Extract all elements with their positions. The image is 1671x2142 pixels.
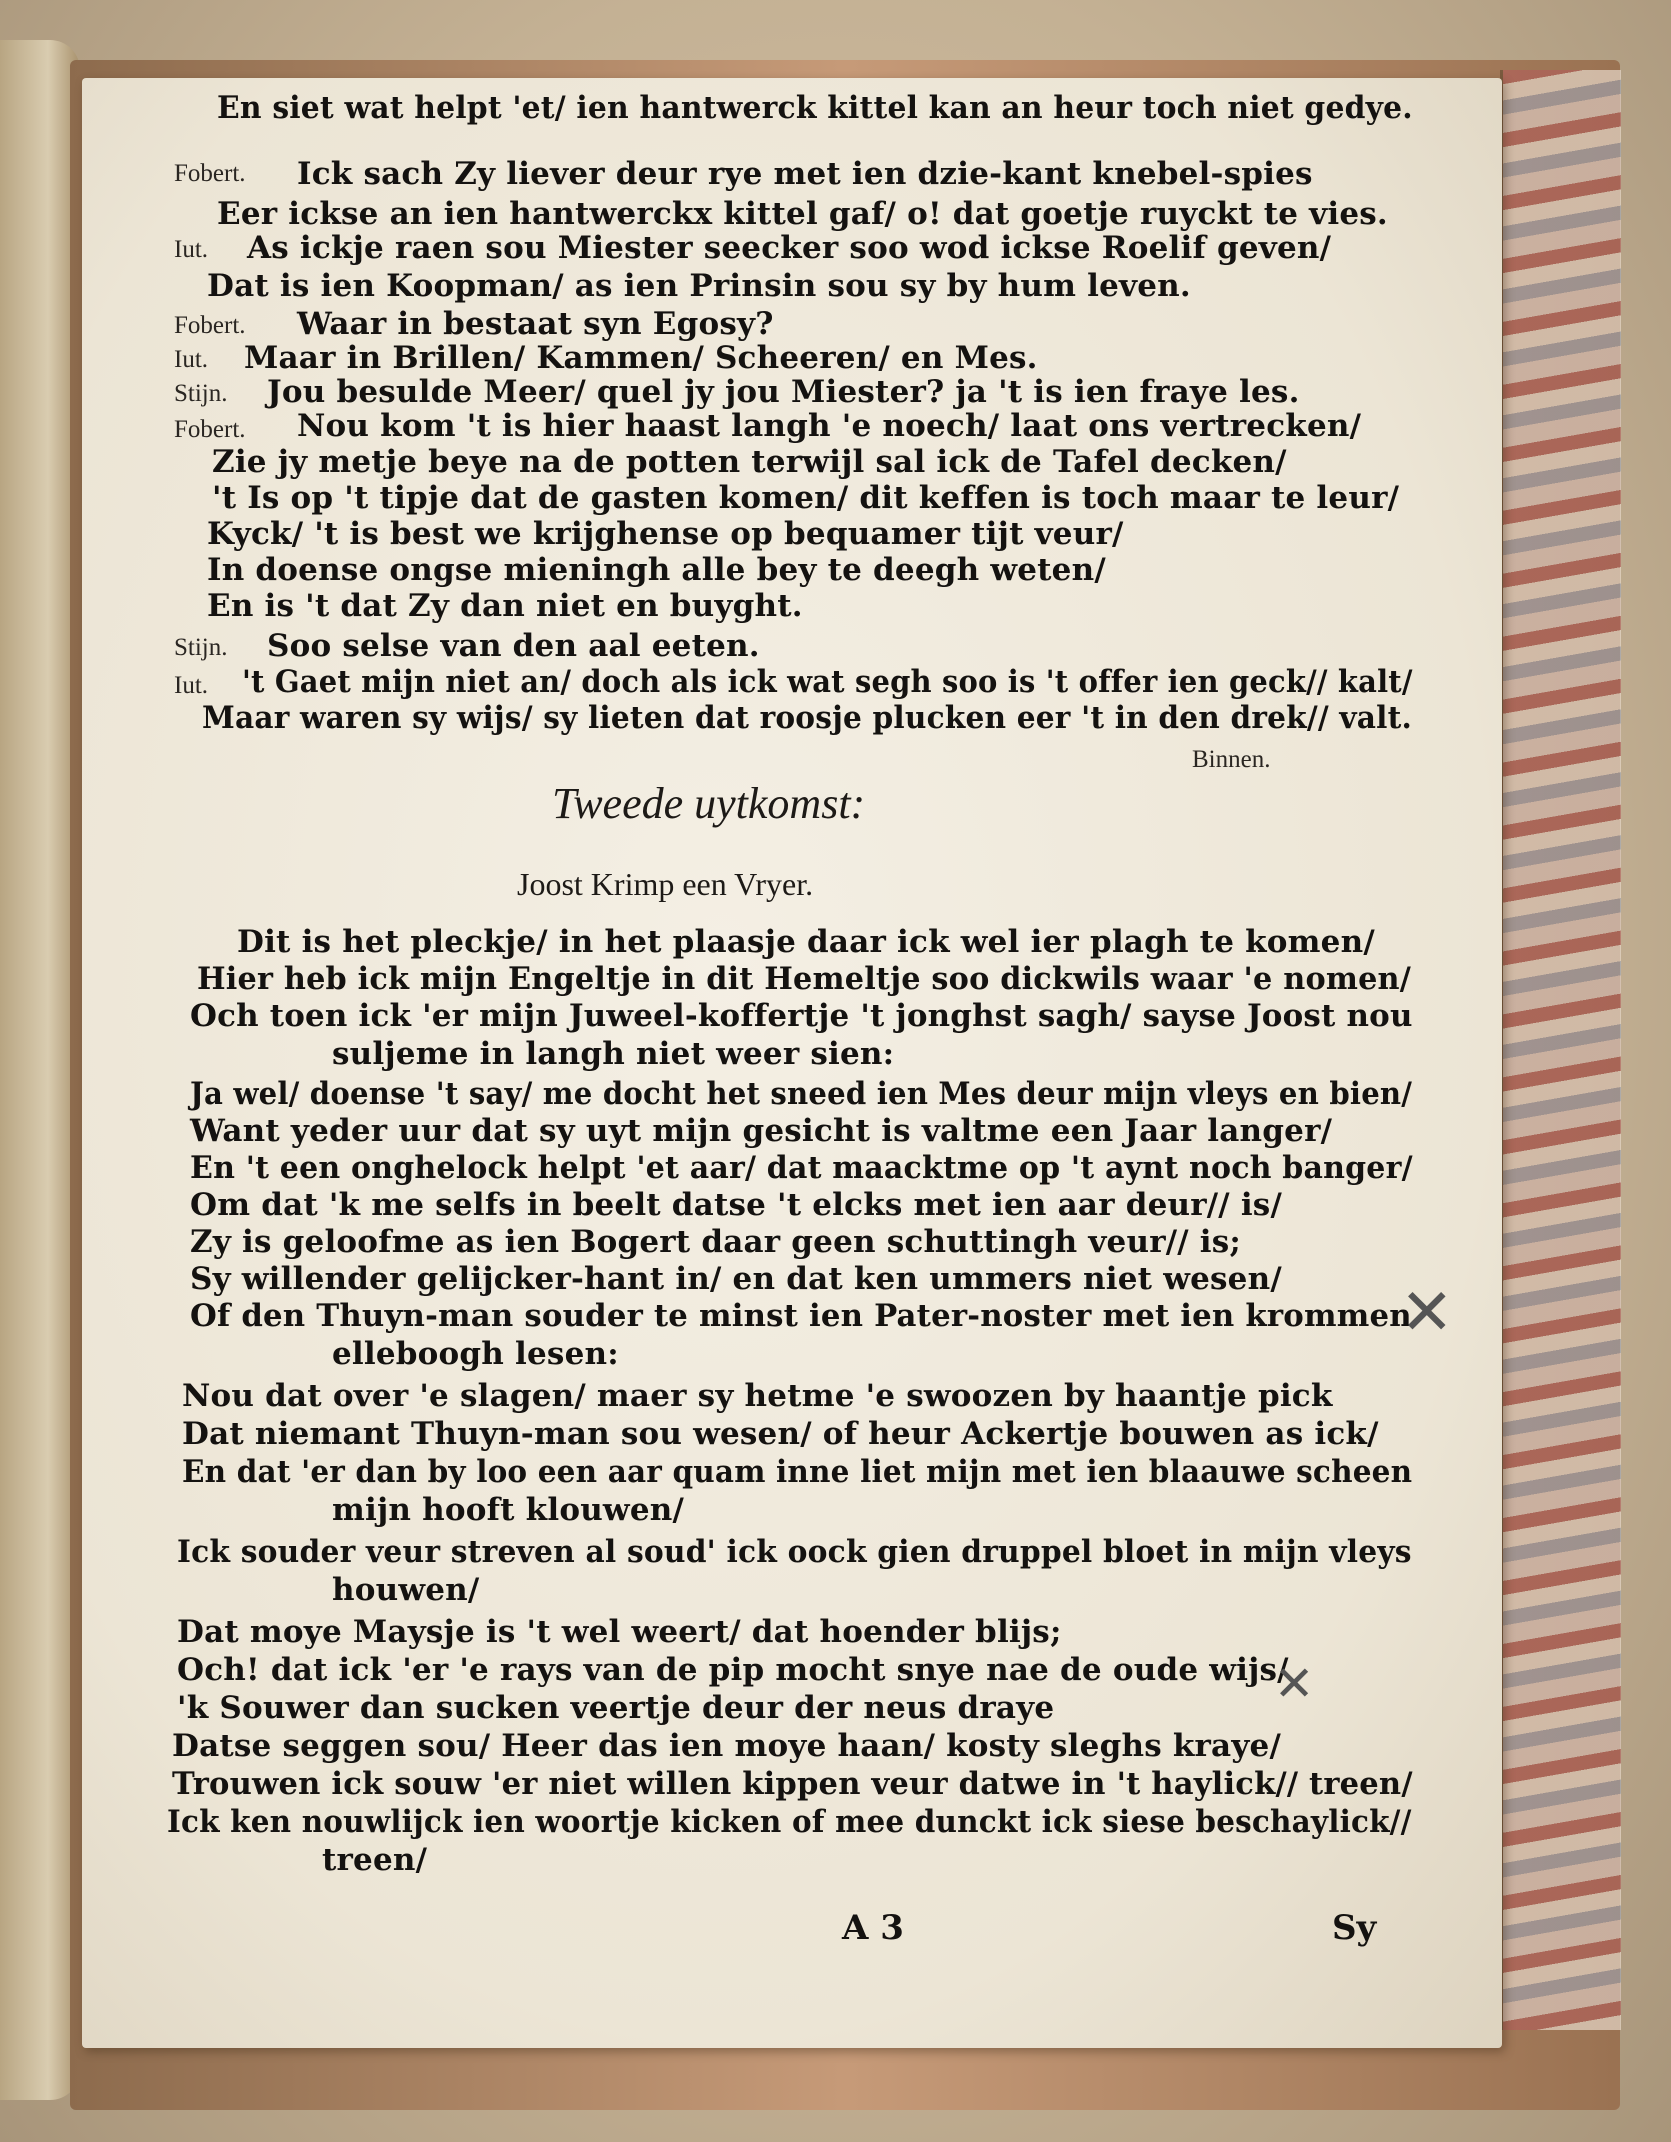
text-line: Eer ickse an ien hantwerckx kittel gaf/ o! dat goetje ruyckt te vies. xyxy=(217,196,1388,232)
text-line: Dat niemant Thuyn-man sou wesen/ of heur Ackertje bouwen as ick/ xyxy=(182,1416,1379,1452)
speaker-label: Iut. xyxy=(174,236,209,263)
text-line: Och! dat ick 'er 'e rays van de pip mocht snye nae de oude wijs/ xyxy=(177,1652,1289,1688)
text-line: mijn hooft klouwen/ xyxy=(332,1492,685,1528)
book-page xyxy=(82,78,1502,2048)
marbled-edge xyxy=(1500,70,1621,2030)
text-line: Dat moye Maysje is 't wel weert/ dat hoender blijs; xyxy=(177,1614,1062,1650)
text-line: Nou kom 't is hier haast langh 'e noech/ laat ons vertrecken/ xyxy=(297,408,1362,444)
pencil-cross-mark: ✕ xyxy=(1400,1276,1454,1350)
pencil-cross-mark: ✕ xyxy=(1274,1656,1315,1712)
text-line: En siet wat helpt 'et/ ien hantwerck kittel kan an heur toch niet gedye. xyxy=(217,90,1413,126)
text-line: elleboogh lesen: xyxy=(332,1336,619,1372)
text-line: Soo selse van den aal eeten. xyxy=(267,628,760,664)
text-line: 't Gaet mijn niet an/ doch als ick wat segh soo is 't offer ien geck// kalt/ xyxy=(242,664,1413,700)
text-line: Kyck/ 't is best we krijghense op bequamer tijt veur/ xyxy=(207,516,1124,552)
left-page-edge xyxy=(0,40,80,2100)
text-line: Waar in bestaat syn Egosy? xyxy=(297,306,774,342)
catchword: Sy xyxy=(1332,1908,1377,1948)
text-line: Ick sach Zy liever deur rye met ien dzie-kant knebel-spies xyxy=(297,156,1313,192)
text-line: Dit is het pleckje/ in het plaasje daar ick wel ier plagh te komen/ xyxy=(237,924,1375,960)
signature-mark: A 3 xyxy=(842,1908,904,1948)
section-heading: Tweede uytkomst: xyxy=(552,779,866,828)
text-line: Dat is ien Koopman/ as ien Prinsin sou sy by hum leven. xyxy=(207,268,1191,304)
speaker-label: Fobert. xyxy=(174,416,246,443)
text-line: En dat 'er dan by loo een aar quam inne liet mijn met ien blaauwe scheen xyxy=(182,1454,1413,1490)
text-line: treen/ xyxy=(322,1842,428,1878)
speaker-label: Iut. xyxy=(174,672,209,699)
text-line: Of den Thuyn-man souder te minst ien Pater-noster met ien krommen xyxy=(190,1298,1412,1334)
text-line: Om dat 'k me selfs in beelt datse 't elcks met ien aar deur// is/ xyxy=(190,1187,1282,1223)
text-line: Maar waren sy wijs/ sy lieten dat roosje plucken eer 't in den drek// valt. xyxy=(202,700,1412,736)
text-line: Maar in Brillen/ Kammen/ Scheeren/ en Mes. xyxy=(244,340,1038,376)
text-line: Och toen ick 'er mijn Juweel-koffertje 't jonghst sagh/ sayse Joost nou xyxy=(190,998,1413,1034)
text-line: Hier heb ick mijn Engeltje in dit Hemeltje soo dickwils waar 'e nomen/ xyxy=(197,961,1412,997)
text-line: In doense ongse mieningh alle bey te deegh weten/ xyxy=(207,552,1106,588)
stage-direction: Binnen. xyxy=(1192,746,1271,773)
text-line: 'k Souwer dan sucken veertje deur der neus draye xyxy=(177,1690,1055,1726)
text-line: Zie jy metje beye na de potten terwijl sal ick de Tafel decken/ xyxy=(212,444,1287,480)
text-line: Datse seggen sou/ Heer das ien moye haan/ kosty sleghs kraye/ xyxy=(172,1728,1281,1764)
text-line: Ja wel/ doense 't say/ me docht het sneed ien Mes deur mijn vleys en bien/ xyxy=(190,1076,1413,1112)
text-line: Want yeder uur dat sy uyt mijn gesicht is valtme een Jaar langer/ xyxy=(190,1113,1333,1149)
text-line: Nou dat over 'e slagen/ maer sy hetme 'e swoozen by haantje pick xyxy=(182,1378,1333,1414)
text-line: Trouwen ick souw 'er niet willen kippen veur datwe in 't haylick// treen/ xyxy=(172,1766,1413,1802)
speaker-heading: Joost Krimp een Vryer. xyxy=(517,866,814,902)
text-line: suljeme in langh niet weer sien: xyxy=(332,1036,895,1072)
speaker-label: Iut. xyxy=(174,346,209,373)
speaker-label: Fobert. xyxy=(174,160,246,187)
text-line: En is 't dat Zy dan niet en buyght. xyxy=(207,588,803,624)
text-line: 't Is op 't tipje dat de gasten komen/ dit keffen is toch maar te leur/ xyxy=(212,480,1400,516)
text-line: Ick ken nouwlijck ien woortje kicken of mee dunckt ick siese beschaylick// xyxy=(167,1804,1412,1840)
speaker-label: Stijn. xyxy=(174,380,228,407)
text-line: Zy is geloofme as ien Bogert daar geen schuttingh veur// is; xyxy=(190,1224,1242,1260)
text-line: Ick souder veur streven al soud' ick oock gien druppel bloet in mijn vleys xyxy=(177,1534,1412,1570)
text-line: Jou besulde Meer/ quel jy jou Miester? ja 't is ien fraye les. xyxy=(267,374,1300,410)
text-line: En 't een onghelock helpt 'et aar/ dat maacktme op 't aynt noch banger/ xyxy=(190,1150,1413,1186)
text-line: houwen/ xyxy=(332,1572,480,1608)
text-line: Sy willender gelijcker-hant in/ en dat ken ummers niet wesen/ xyxy=(190,1261,1282,1297)
speaker-label: Fobert. xyxy=(174,312,246,339)
text-line: As ickje raen sou Miester seecker soo wod ickse Roelif geven/ xyxy=(247,230,1332,266)
speaker-label: Stijn. xyxy=(174,634,228,661)
